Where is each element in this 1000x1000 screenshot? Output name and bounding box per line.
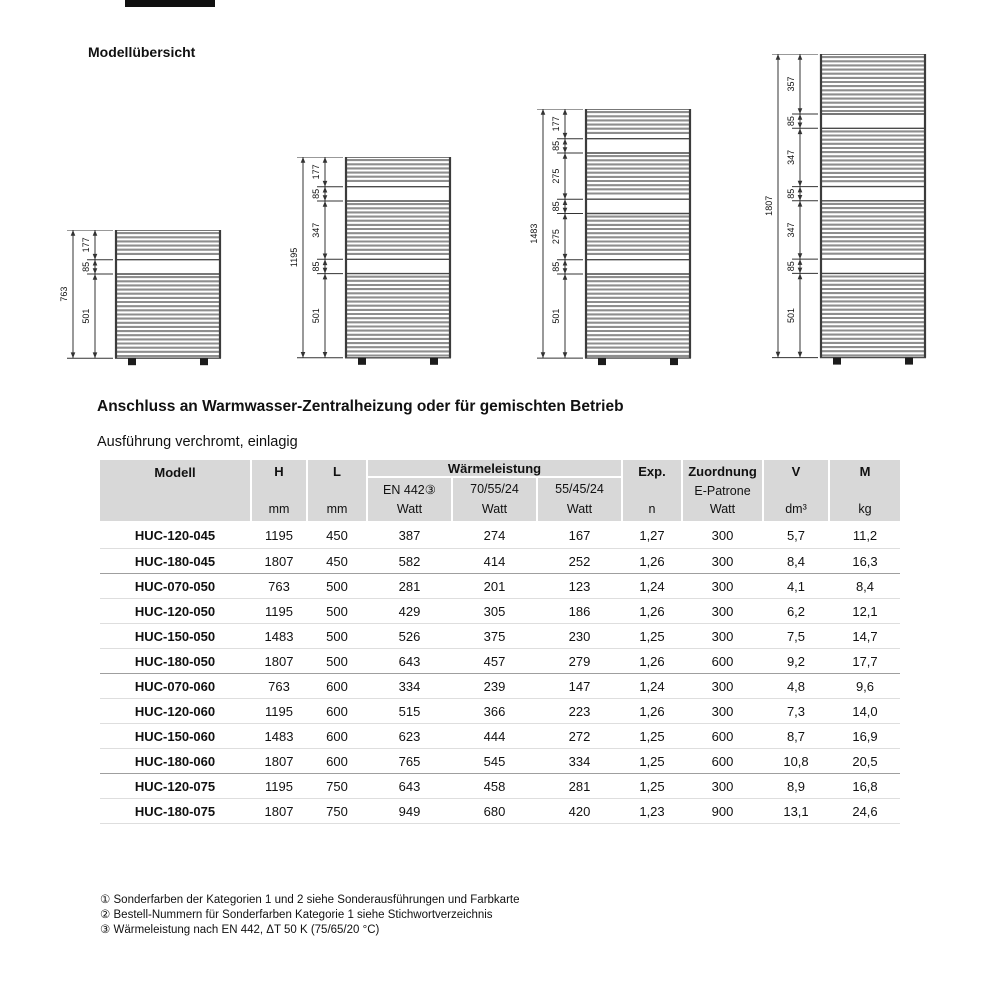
radiator-foot	[128, 358, 136, 365]
value-cell: 366	[483, 703, 506, 719]
model-cell: HUC-180-050	[134, 653, 216, 669]
value-cell: 8,9	[786, 778, 806, 794]
value-cell: 281	[568, 778, 591, 794]
header-m	[830, 460, 900, 521]
header-en442-unit: Watt	[396, 502, 423, 516]
segment-dim-label: 177	[551, 116, 561, 132]
value-cell: 1807	[264, 803, 294, 819]
value-cell: 7,3	[786, 703, 806, 719]
value-cell: 526	[398, 628, 421, 644]
value-cell: 1807	[264, 553, 294, 569]
table-row-HUC-120-060	[100, 698, 900, 723]
segment-dim-label: 85	[311, 261, 321, 272]
value-cell: 1483	[264, 728, 294, 744]
segment-dim-label: 85	[551, 261, 561, 272]
value-cell: 16,3	[852, 553, 878, 569]
value-cell: 274	[483, 528, 506, 543]
value-cell: 334	[568, 753, 591, 769]
header-exp-label: Exp.	[638, 464, 666, 479]
value-cell: 201	[483, 578, 506, 594]
value-cell: 8,4	[786, 553, 806, 569]
header-v-label: V	[791, 464, 801, 479]
total-height-label: 1195	[289, 247, 299, 268]
value-cell: 300	[711, 553, 734, 569]
value-cell: 375	[483, 628, 506, 644]
value-cell: 300	[711, 678, 734, 694]
radiator-body	[345, 157, 451, 365]
value-cell: 450	[326, 528, 348, 543]
segment-dim-label: 85	[786, 261, 796, 272]
dimension-lines	[529, 109, 583, 358]
value-cell: 4,8	[786, 678, 806, 694]
header-epatrone-label: E-Patrone	[694, 483, 751, 498]
radiator-diagram-1483	[529, 109, 695, 368]
header-en442-label: EN 442③	[383, 483, 436, 497]
value-cell: 16,8	[852, 778, 878, 794]
table-body	[100, 523, 900, 824]
value-cell: 1,24	[639, 578, 665, 594]
value-cell: 300	[711, 578, 734, 594]
table-row-HUC-150-050	[100, 623, 900, 648]
top-crop-bar	[125, 0, 215, 7]
segment-dim-label: 85	[311, 188, 321, 199]
value-cell: 1,26	[639, 703, 665, 719]
header-m-label: M	[859, 464, 871, 479]
value-cell: 17,7	[852, 653, 878, 669]
dimension-lines	[764, 54, 818, 358]
radiator-body	[820, 54, 926, 365]
dimension-lines	[289, 157, 343, 358]
value-cell: 420	[568, 803, 591, 819]
value-cell: 14,0	[852, 703, 878, 719]
segment-dim-label: 501	[81, 308, 91, 324]
value-cell: 239	[483, 678, 506, 694]
value-cell: 458	[483, 778, 506, 794]
value-cell: 300	[711, 703, 734, 719]
value-cell: 500	[326, 578, 348, 594]
value-cell: 457	[483, 653, 506, 669]
table-row-HUC-120-045	[100, 523, 900, 548]
value-cell: 444	[483, 728, 506, 744]
header-l-unit: mm	[326, 502, 348, 516]
value-cell: 300	[711, 528, 734, 543]
header-55-45-24-label: 55/45/24	[555, 482, 604, 496]
radiator-body	[115, 230, 221, 365]
value-cell: 450	[326, 553, 348, 569]
value-cell: 11,2	[852, 528, 878, 543]
section-title: Anschluss an Warmwasser-Zentralheizung oder für gemischten Betrieb	[97, 398, 624, 415]
table-row-HUC-180-045	[100, 548, 900, 573]
segment-dim-label: 357	[786, 76, 796, 92]
model-cell: HUC-180-045	[134, 553, 216, 569]
header-70-55-24-unit: Watt	[481, 502, 508, 516]
value-cell: 1,23	[639, 803, 665, 819]
header-h-label: H	[274, 464, 284, 479]
segment-dim-label: 85	[786, 116, 796, 127]
header-waermeleistung-label: Wärmeleistung	[447, 460, 542, 476]
value-cell: 7,5	[786, 628, 806, 644]
value-cell: 1807	[264, 753, 294, 769]
value-cell: 387	[398, 528, 421, 543]
radiator-diagram-1807	[764, 54, 930, 367]
value-cell: 1483	[264, 628, 294, 644]
value-cell: 13,1	[783, 803, 809, 819]
value-cell: 1,25	[639, 628, 665, 644]
value-cell: 643	[398, 778, 421, 794]
header-70-55-24	[453, 478, 536, 521]
footnote-2: ② Bestell-Nummern für Sonderfarben Kategorie 1 siehe Stichwortverzeichnis	[100, 909, 493, 922]
radiator-foot	[200, 358, 208, 365]
total-height-label: 763	[59, 286, 69, 302]
segment-dim-label: 347	[786, 149, 796, 165]
value-cell: 300	[711, 628, 734, 644]
value-cell: 500	[326, 628, 348, 644]
table-row-HUC-120-075	[100, 773, 900, 798]
value-cell: 1,25	[639, 778, 665, 794]
segment-dim-label: 501	[311, 308, 321, 324]
radiator-foot	[670, 358, 678, 365]
table-row-HUC-180-075	[100, 798, 900, 823]
model-cell: HUC-070-050	[134, 578, 216, 594]
segment-dim-label: 501	[786, 307, 796, 324]
header-zuordnung-label: Zuordnung	[688, 464, 757, 479]
table-row-HUC-120-050	[100, 598, 900, 623]
value-cell: 8,4	[855, 578, 875, 594]
header-modell	[100, 460, 250, 521]
value-cell: 414	[483, 553, 506, 569]
value-cell: 623	[398, 728, 421, 744]
header-v-unit: dm³	[785, 502, 807, 516]
header-zuordnung-unit: Watt	[709, 502, 736, 516]
value-cell: 147	[568, 678, 591, 694]
value-cell: 10,8	[783, 753, 809, 769]
radiator-foot	[598, 358, 606, 365]
header-v	[764, 460, 828, 521]
model-overview-title: Modellübersicht	[88, 44, 196, 60]
value-cell: 1195	[265, 528, 293, 543]
value-cell: 600	[326, 703, 348, 719]
radiator-foot	[430, 358, 438, 365]
value-cell: 14,7	[852, 628, 878, 644]
value-cell: 600	[711, 728, 734, 744]
header-l-label: L	[333, 464, 341, 479]
table-row-HUC-180-050	[100, 648, 900, 673]
model-cell: HUC-180-075	[134, 803, 216, 819]
value-cell: 1,25	[639, 728, 665, 744]
segment-dim-label: 177	[81, 237, 91, 253]
value-cell: 1,25	[639, 753, 665, 769]
radiator-body	[585, 109, 691, 365]
value-cell: 1195	[265, 778, 293, 794]
value-cell: 334	[398, 678, 421, 694]
section-subtitle: Ausführung verchromt, einlagig	[97, 434, 298, 450]
header-modell-label: Modell	[154, 465, 196, 480]
segment-dim-label: 275	[551, 168, 561, 184]
value-cell: 8,7	[786, 728, 806, 744]
segment-dim-label: 85	[551, 140, 561, 151]
header-h-unit: mm	[268, 502, 290, 516]
header-55-45-24	[538, 478, 621, 521]
value-cell: 223	[568, 703, 591, 719]
model-cell: HUC-150-060	[134, 728, 216, 744]
model-cell: HUC-150-050	[134, 628, 216, 644]
value-cell: 24,6	[852, 803, 878, 819]
table-row-HUC-180-060	[100, 748, 900, 773]
value-cell: 600	[326, 728, 348, 744]
value-cell: 600	[326, 678, 348, 694]
value-cell: 6,2	[786, 603, 806, 619]
value-cell: 300	[711, 603, 734, 619]
value-cell: 515	[398, 703, 421, 719]
value-cell: 900	[711, 803, 734, 819]
header-70-55-24-label: 70/55/24	[470, 482, 519, 496]
value-cell: 281	[398, 578, 421, 594]
segment-dim-label: 85	[786, 188, 796, 199]
footnote-1: ① Sonderfarben der Kategorien 1 und 2 siehe Sonderausführungen und Farbkarte	[100, 894, 520, 906]
footnotes	[100, 893, 520, 939]
value-cell: 279	[568, 653, 591, 669]
header-en442	[368, 478, 451, 521]
radiator-diagram-763	[59, 230, 225, 368]
value-cell: 230	[568, 628, 591, 644]
radiator-foot	[833, 358, 841, 365]
value-cell: 9,2	[786, 653, 806, 669]
table-row-HUC-150-060	[100, 723, 900, 748]
value-cell: 5,7	[786, 528, 806, 543]
value-cell: 9,6	[855, 678, 875, 694]
dimension-lines	[59, 230, 113, 358]
value-cell: 305	[483, 603, 506, 619]
value-cell: 750	[326, 778, 348, 794]
value-cell: 1,26	[639, 653, 665, 669]
header-exp	[623, 460, 681, 521]
value-cell: 4,1	[786, 578, 806, 594]
value-cell: 123	[568, 578, 591, 594]
value-cell: 429	[398, 603, 421, 619]
value-cell: 1,26	[639, 553, 665, 569]
value-cell: 763	[268, 678, 290, 694]
value-cell: 500	[326, 603, 348, 619]
radiator-foot	[358, 358, 366, 365]
header-exp-unit: n	[648, 502, 656, 516]
header-zuordnung	[683, 460, 762, 521]
value-cell: 600	[711, 753, 734, 769]
value-cell: 545	[483, 753, 506, 769]
segment-dim-label: 347	[311, 222, 321, 238]
value-cell: 765	[398, 753, 421, 769]
segment-dim-label: 85	[81, 261, 91, 272]
value-cell: 500	[326, 653, 348, 669]
value-cell: 272	[568, 728, 591, 744]
header-m-unit: kg	[858, 502, 872, 516]
total-height-label: 1807	[764, 195, 774, 216]
segment-dim-label: 275	[551, 229, 561, 245]
total-height-label: 1483	[529, 223, 539, 244]
header-waermeleistung	[368, 460, 621, 476]
radiator-foot	[905, 358, 913, 365]
spec-table	[100, 460, 900, 824]
segment-dim-label: 177	[311, 164, 321, 180]
model-cell: HUC-180-060	[134, 753, 216, 769]
value-cell: 1807	[264, 653, 294, 669]
value-cell: 1195	[265, 603, 293, 619]
header-55-45-24-unit: Watt	[566, 502, 593, 516]
value-cell: 16,9	[852, 728, 878, 744]
value-cell: 1,24	[639, 678, 665, 694]
value-cell: 1,26	[639, 603, 665, 619]
model-cell: HUC-070-060	[134, 678, 216, 694]
table-header	[100, 460, 900, 521]
model-cell: HUC-120-060	[134, 703, 216, 719]
model-cell: HUC-120-075	[134, 778, 216, 794]
footnote-3: ③ Wärmeleistung nach EN 442, ΔT 50 K (75/65/20 °C)	[100, 924, 380, 937]
value-cell: 680	[483, 803, 506, 819]
value-cell: 1,27	[639, 528, 665, 543]
value-cell: 643	[398, 653, 421, 669]
value-cell: 186	[568, 603, 591, 619]
value-cell: 1195	[265, 703, 293, 719]
value-cell: 763	[268, 578, 290, 594]
header-l	[308, 460, 366, 521]
model-cell: HUC-120-050	[134, 603, 216, 619]
value-cell: 600	[326, 753, 348, 769]
table-row-HUC-070-060	[100, 673, 900, 698]
value-cell: 12,1	[852, 603, 878, 619]
value-cell: 949	[398, 803, 421, 819]
value-cell: 252	[568, 553, 591, 569]
header-h	[252, 460, 306, 521]
segment-dim-label: 85	[551, 201, 561, 212]
value-cell: 750	[326, 803, 348, 819]
value-cell: 300	[711, 778, 734, 794]
value-cell: 167	[568, 528, 591, 543]
radiator-diagram-1195	[289, 157, 455, 367]
value-cell: 600	[711, 653, 734, 669]
segment-dim-label: 501	[551, 308, 561, 324]
segment-dim-label: 347	[786, 222, 796, 238]
value-cell: 20,5	[852, 753, 878, 769]
table-row-HUC-070-050	[100, 573, 900, 598]
value-cell: 582	[398, 553, 421, 569]
model-cell: HUC-120-045	[134, 528, 216, 543]
